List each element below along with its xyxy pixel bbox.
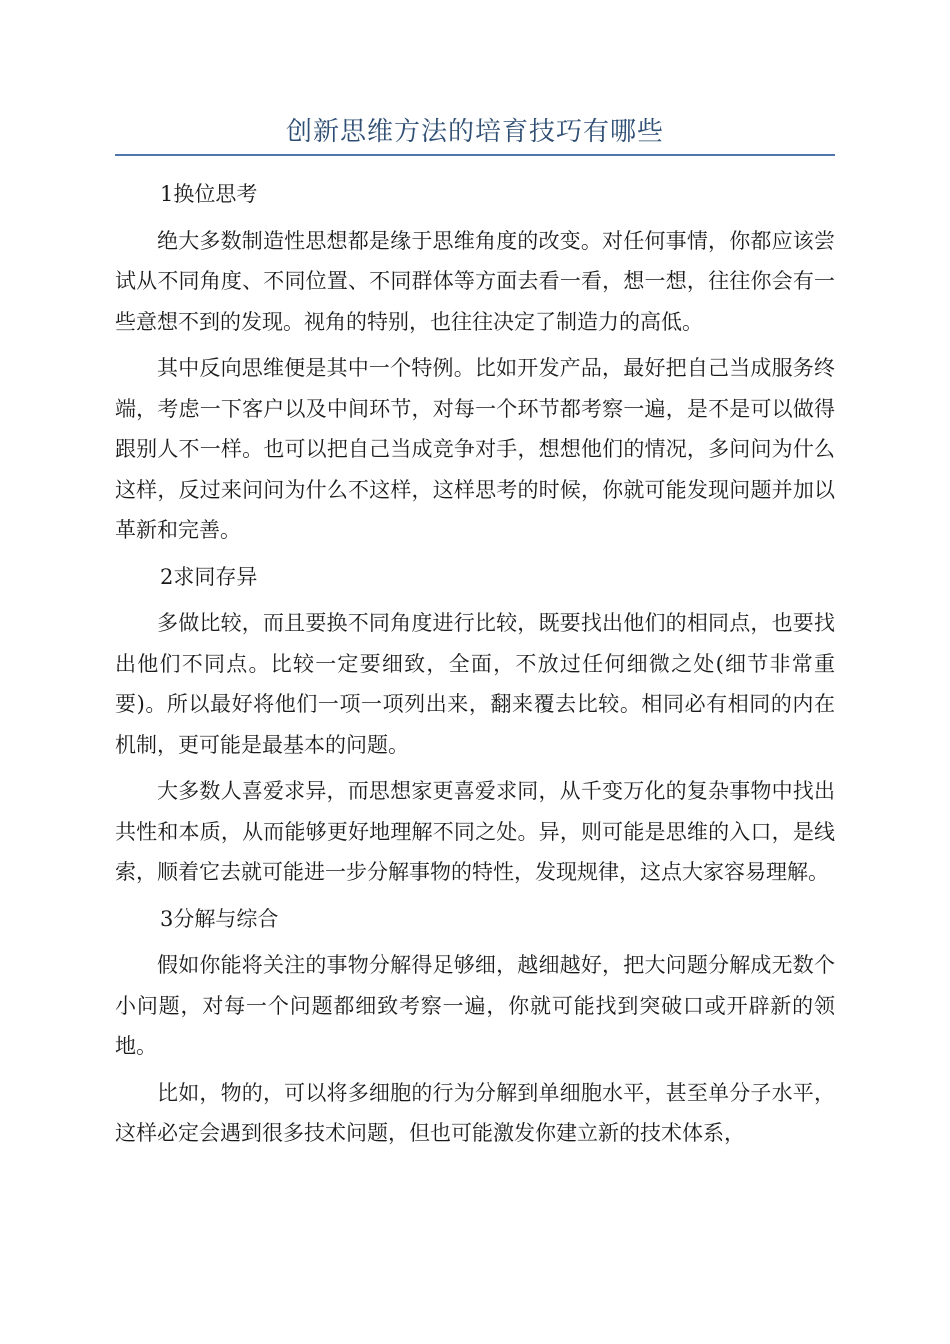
- document-body: [115, 174, 835, 1160]
- section-heading: 2求同存异: [160, 564, 258, 589]
- section-heading: 3分解与综合: [160, 906, 279, 931]
- section-heading: 1换位思考: [160, 182, 258, 206]
- body-paragraph: 其中反向思维便是其中一个特例。比如开发产品，最好把自己当成服务终端，考虑一下客户以及中间环节，对每一个环节都考察一遍，是不是可以做得跟别人不一样。也可以把自己当成竞争对手，想想他们的情况，多问问为什么这样，反过来问问为什么不这样，这样思考的时候，你就可能发现问题并加以革新和完善。: [115, 356, 835, 542]
- body-paragraph: 多做比较，而且要换不同角度进行比较，既要找出他们的相同点，也要找出他们不同点。比较一定要细致，全面，不放过任何细微之处(细节非常重要)。所以最好将他们一项一项列出来，翻来覆去比较。相同必有相同的内在机制，更可能是最基本的问题。: [115, 611, 835, 757]
- body-paragraph: 绝大多数制造性思想都是缘于思维角度的改变。对任何事情，你都应该尝试从不同角度、不同位置、不同群体等方面去看一看，想一想，往往你会有一些意想不到的发现。视角的特别，也往往决定了制造力的高低。: [115, 228, 835, 334]
- body-paragraph: 比如，物的，可以将多细胞的行为分解到单细胞水平，甚至单分子水平，这样必定会遇到很多技术问题，但也可能激发你建立新的技术体系，: [115, 1080, 835, 1145]
- title-underline: [115, 154, 835, 156]
- document-title: 创新思维方法的培育技巧有哪些: [285, 117, 664, 147]
- body-paragraph: 大多数人喜爱求异，而思想家更喜爱求同，从千变万化的复杂事物中找出共性和本质，从而能够更好地理解不同之处。异，则可能是思维的入口，是线索，顺着它去就可能进一步分解事物的特性，发现规律，这点大家容易理解。: [115, 779, 835, 884]
- body-paragraph: 假如你能将关注的事物分解得足够细，越细越好，把大问题分解成无数个小问题，对每一个问题都细致考察一遍，你就可能找到突破口或开辟新的领地。: [115, 953, 835, 1058]
